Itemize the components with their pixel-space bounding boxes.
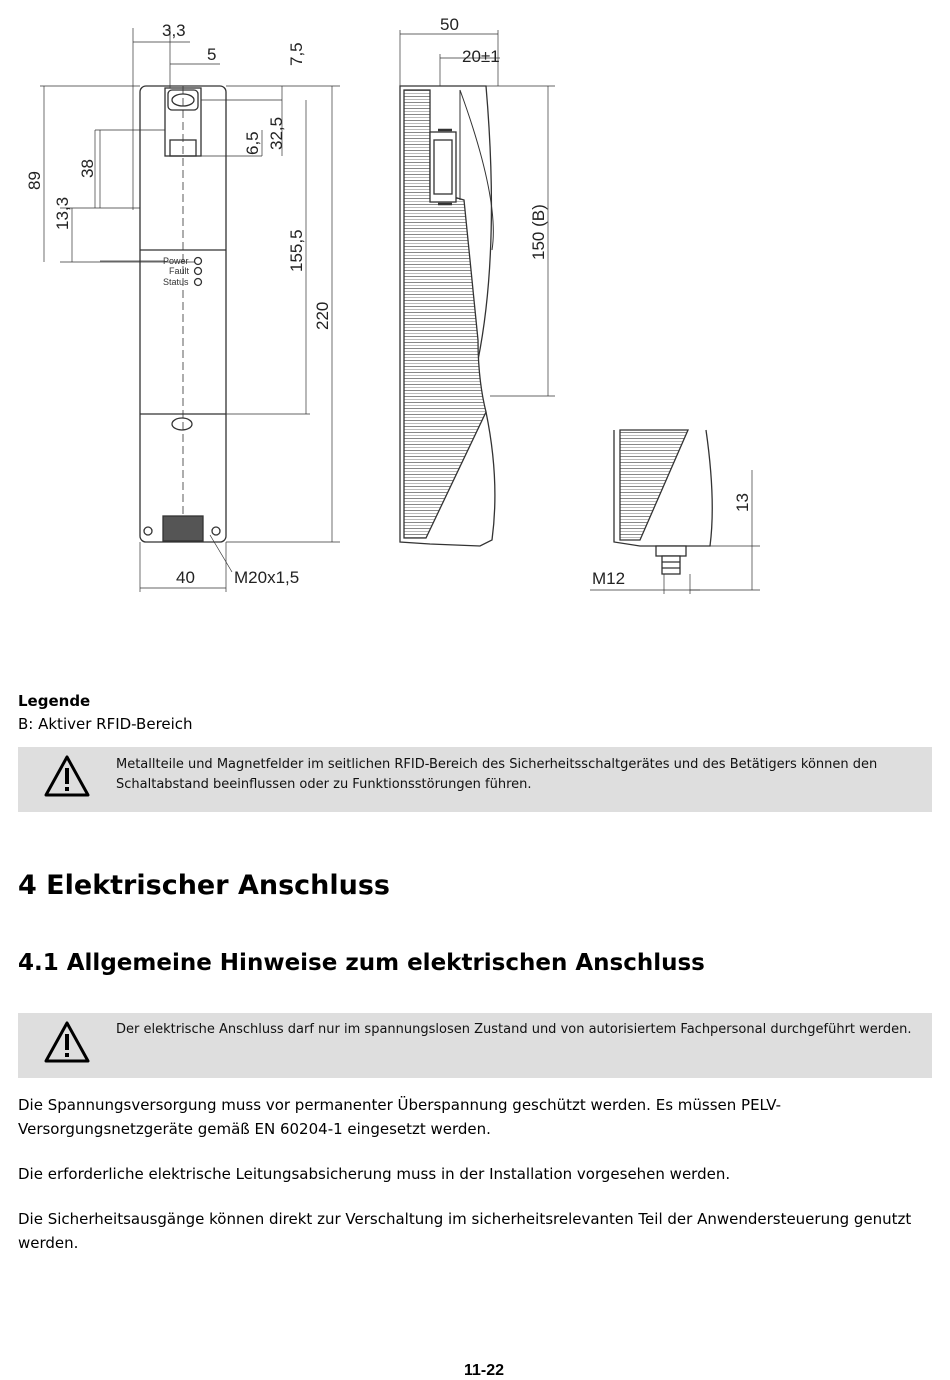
led-label-power: Power (163, 256, 189, 266)
warning-note-rfid (18, 747, 932, 812)
dim-m20: M20x1,5 (234, 568, 300, 587)
dim-13: 13 (733, 493, 752, 512)
dim-32-5: 32,5 (267, 116, 286, 150)
led-label-fault: Fault (169, 266, 190, 276)
dimension-drawing (0, 0, 950, 640)
dim-38: 38 (78, 159, 97, 178)
dim-50: 50 (440, 15, 459, 34)
warning-note-electrical (18, 1013, 932, 1078)
dim-13-3: 13,3 (53, 196, 72, 230)
dim-5: 5 (207, 45, 217, 64)
warning-note-electrical-text: Der elektrische Anschluss darf nur im spannungslosen Zustand und von autorisiertem Fachpersonal durchgeführt werden. (116, 1022, 912, 1037)
dim-20: 20±1 (462, 47, 500, 66)
paragraph-spannungsversorgung: Die Spannungsversorgung muss vor permanenter Überspannung geschützt werden. Es müssen PELV-Versorgungsnetzgeräte gemäß EN 60204-1 eingesetzt werden. (18, 1096, 782, 1138)
dim-m12: M12 (592, 569, 626, 588)
heading-allgemeine-hinweise: 4.1 Allgemeine Hinweise zum elektrischen Anschluss (18, 950, 705, 976)
dim-89: 89 (25, 171, 44, 190)
dim-155-5: 155,5 (287, 229, 306, 272)
legend-title: Legende (18, 692, 91, 710)
page-number: 11-22 (463, 1362, 505, 1379)
led-label-status: Status (163, 277, 189, 287)
dim-150-b: 150 (B) (529, 204, 548, 260)
paragraph-leitungsabsicherung: Die erforderliche elektrische Leitungsabsicherung muss in der Installation vorgesehen werden. (18, 1165, 731, 1183)
warning-icon (44, 1021, 90, 1063)
paragraph-sicherheitsausgaenge: Die Sicherheitsausgänge können direkt zur Verschaltung im sicherheitsrelevanten Teil der Anwendersteuerung genutzt werden. (18, 1210, 912, 1252)
heading-elektrischer-anschluss: 4 Elektrischer Anschluss (18, 870, 390, 901)
dim-7-5: 7,5 (287, 42, 306, 66)
dim-220: 220 (313, 301, 332, 330)
legend (18, 690, 193, 736)
warning-icon (44, 755, 90, 797)
dim-6-5: 6,5 (243, 131, 262, 155)
front-view (40, 28, 340, 592)
warning-note-rfid-text: Metallteile und Magnetfelder im seitlichen RFID-Bereich des Sicherheitsschaltgerätes und des Betätigers können den Schaltabstand beeinflussen oder zu Funktionsstörungen führen. (116, 757, 878, 792)
legend-item: B: Aktiver RFID-Bereich (18, 715, 193, 733)
dim-3-3: 3,3 (162, 21, 186, 40)
dim-40: 40 (176, 568, 195, 587)
side-view (400, 30, 555, 546)
dimension-drawing-svg (0, 0, 950, 640)
